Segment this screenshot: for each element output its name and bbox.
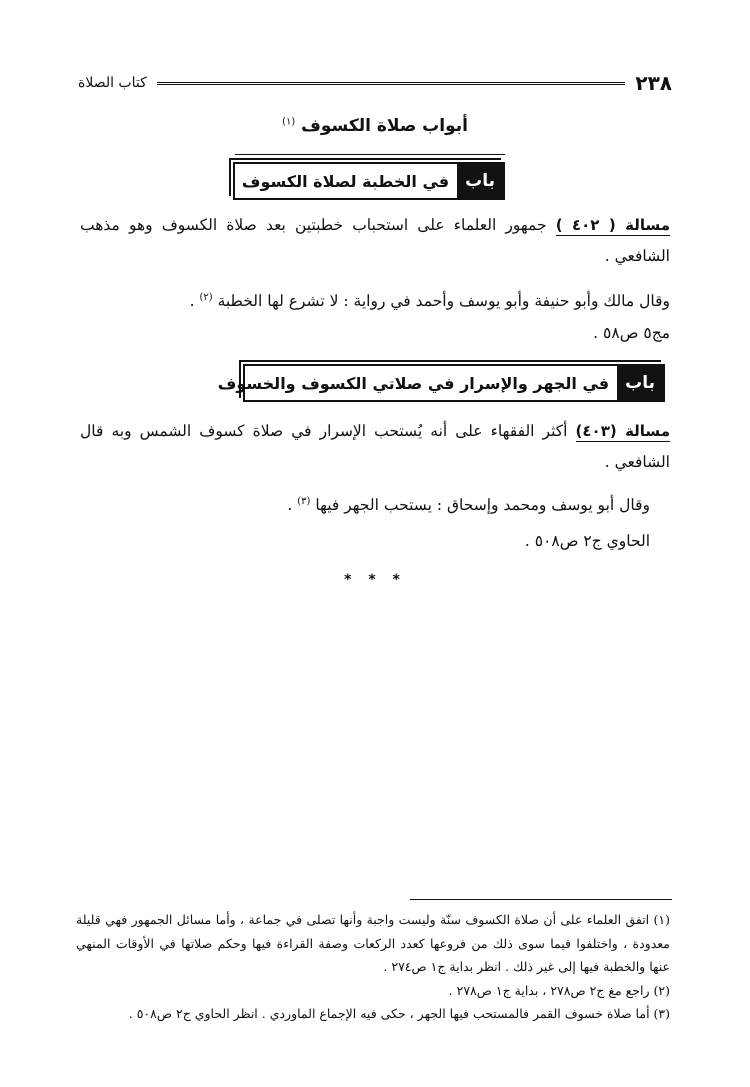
footnote-2: (٢) راجع مغ ج٢ ص٢٧٨ ، بداية ج١ ص٢٧٨ . xyxy=(448,982,670,998)
header-double-rule xyxy=(157,82,626,85)
chapter-title-text: أبواب صلاة الكسوف xyxy=(301,116,468,136)
footnote-rule xyxy=(410,899,672,900)
issue-403-paragraph xyxy=(80,416,670,478)
opinion-1-text: وقال مالك وأبو حنيفة وأبو يوسف وأحمد في رواية : لا تشرع لها الخطبة xyxy=(217,292,670,310)
opinion-2-end: . xyxy=(287,496,298,514)
section-2-title: في الجهر والإسرار في صلاتي الكسوف والخسوف xyxy=(217,373,610,393)
running-head xyxy=(78,68,672,98)
issue-403-label: مسالة (٤٠٣) xyxy=(575,422,670,440)
footnote-3: (٣) أما صلاة خسوف القمر فالمستحب فيها الجهر ، حكى فيه الإجماع الماوردي . انظر الحاوي ج٢ ص٥٠٨ . xyxy=(128,1006,670,1021)
footnote-ref-3: (٣) xyxy=(297,495,311,507)
opinion-2-text: وقال أبو يوسف ومحمد وإسحاق : يستحب الجهر فيها xyxy=(315,496,650,514)
opinion-1-end: . xyxy=(189,292,200,310)
opinion-paragraph-1 xyxy=(80,286,670,317)
section-heading-1 xyxy=(233,162,505,200)
section-1-overline xyxy=(235,154,505,155)
book-title: كتاب الصلاة xyxy=(78,75,147,91)
issue-402-label: مسالة ( ٤٠٢ ) xyxy=(555,216,671,234)
footnote-ref-1: (١) xyxy=(282,116,296,128)
section-heading-2 xyxy=(217,364,665,402)
reference-1: مج٥ ص٥٨ . xyxy=(593,324,670,342)
section-2-label: باب xyxy=(617,366,663,400)
page-number: ٢٣٨ xyxy=(635,71,672,95)
opinion-paragraph-2 xyxy=(90,490,650,521)
section-1-title: في الخطبة لصلاة الكسوف xyxy=(241,171,450,191)
chapter-title xyxy=(0,116,750,136)
footnotes xyxy=(76,908,670,1026)
footnote-ref-2: (٢) xyxy=(199,291,213,303)
issue-402-paragraph xyxy=(80,210,670,272)
issue-402-text: جمهور العلماء على استحباب خطبتين بعد صلاة الكسوف وهو مذهب الشافعي . xyxy=(80,216,670,265)
section-separator-stars: * * * xyxy=(344,572,406,588)
footnote-1: (١) اتفق العلماء على أن صلاة الكسوف سنّة وليست واجبة وأنها تصلى في جماعة ، وأما مسائل الجمهور فهي قليلة معدودة ، واختلفوا فيما سوى ذلك من فروعها كعدد الركعات وصفة القراءة فيها وحكم صلاتها في الأوقات المنهي عنها والخطبة فيها إلى غير ذلك . انظر بداية ج١ ص٢٧٤ . xyxy=(76,912,670,974)
reference-2: الحاوي ج٢ ص٥٠٨ . xyxy=(524,532,650,550)
section-1-label: باب xyxy=(457,164,503,198)
issue-403-text: أكثر الفقهاء على أنه يُستحب الإسرار في صلاة كسوف الشمس وبه قال الشافعي . xyxy=(80,422,670,471)
